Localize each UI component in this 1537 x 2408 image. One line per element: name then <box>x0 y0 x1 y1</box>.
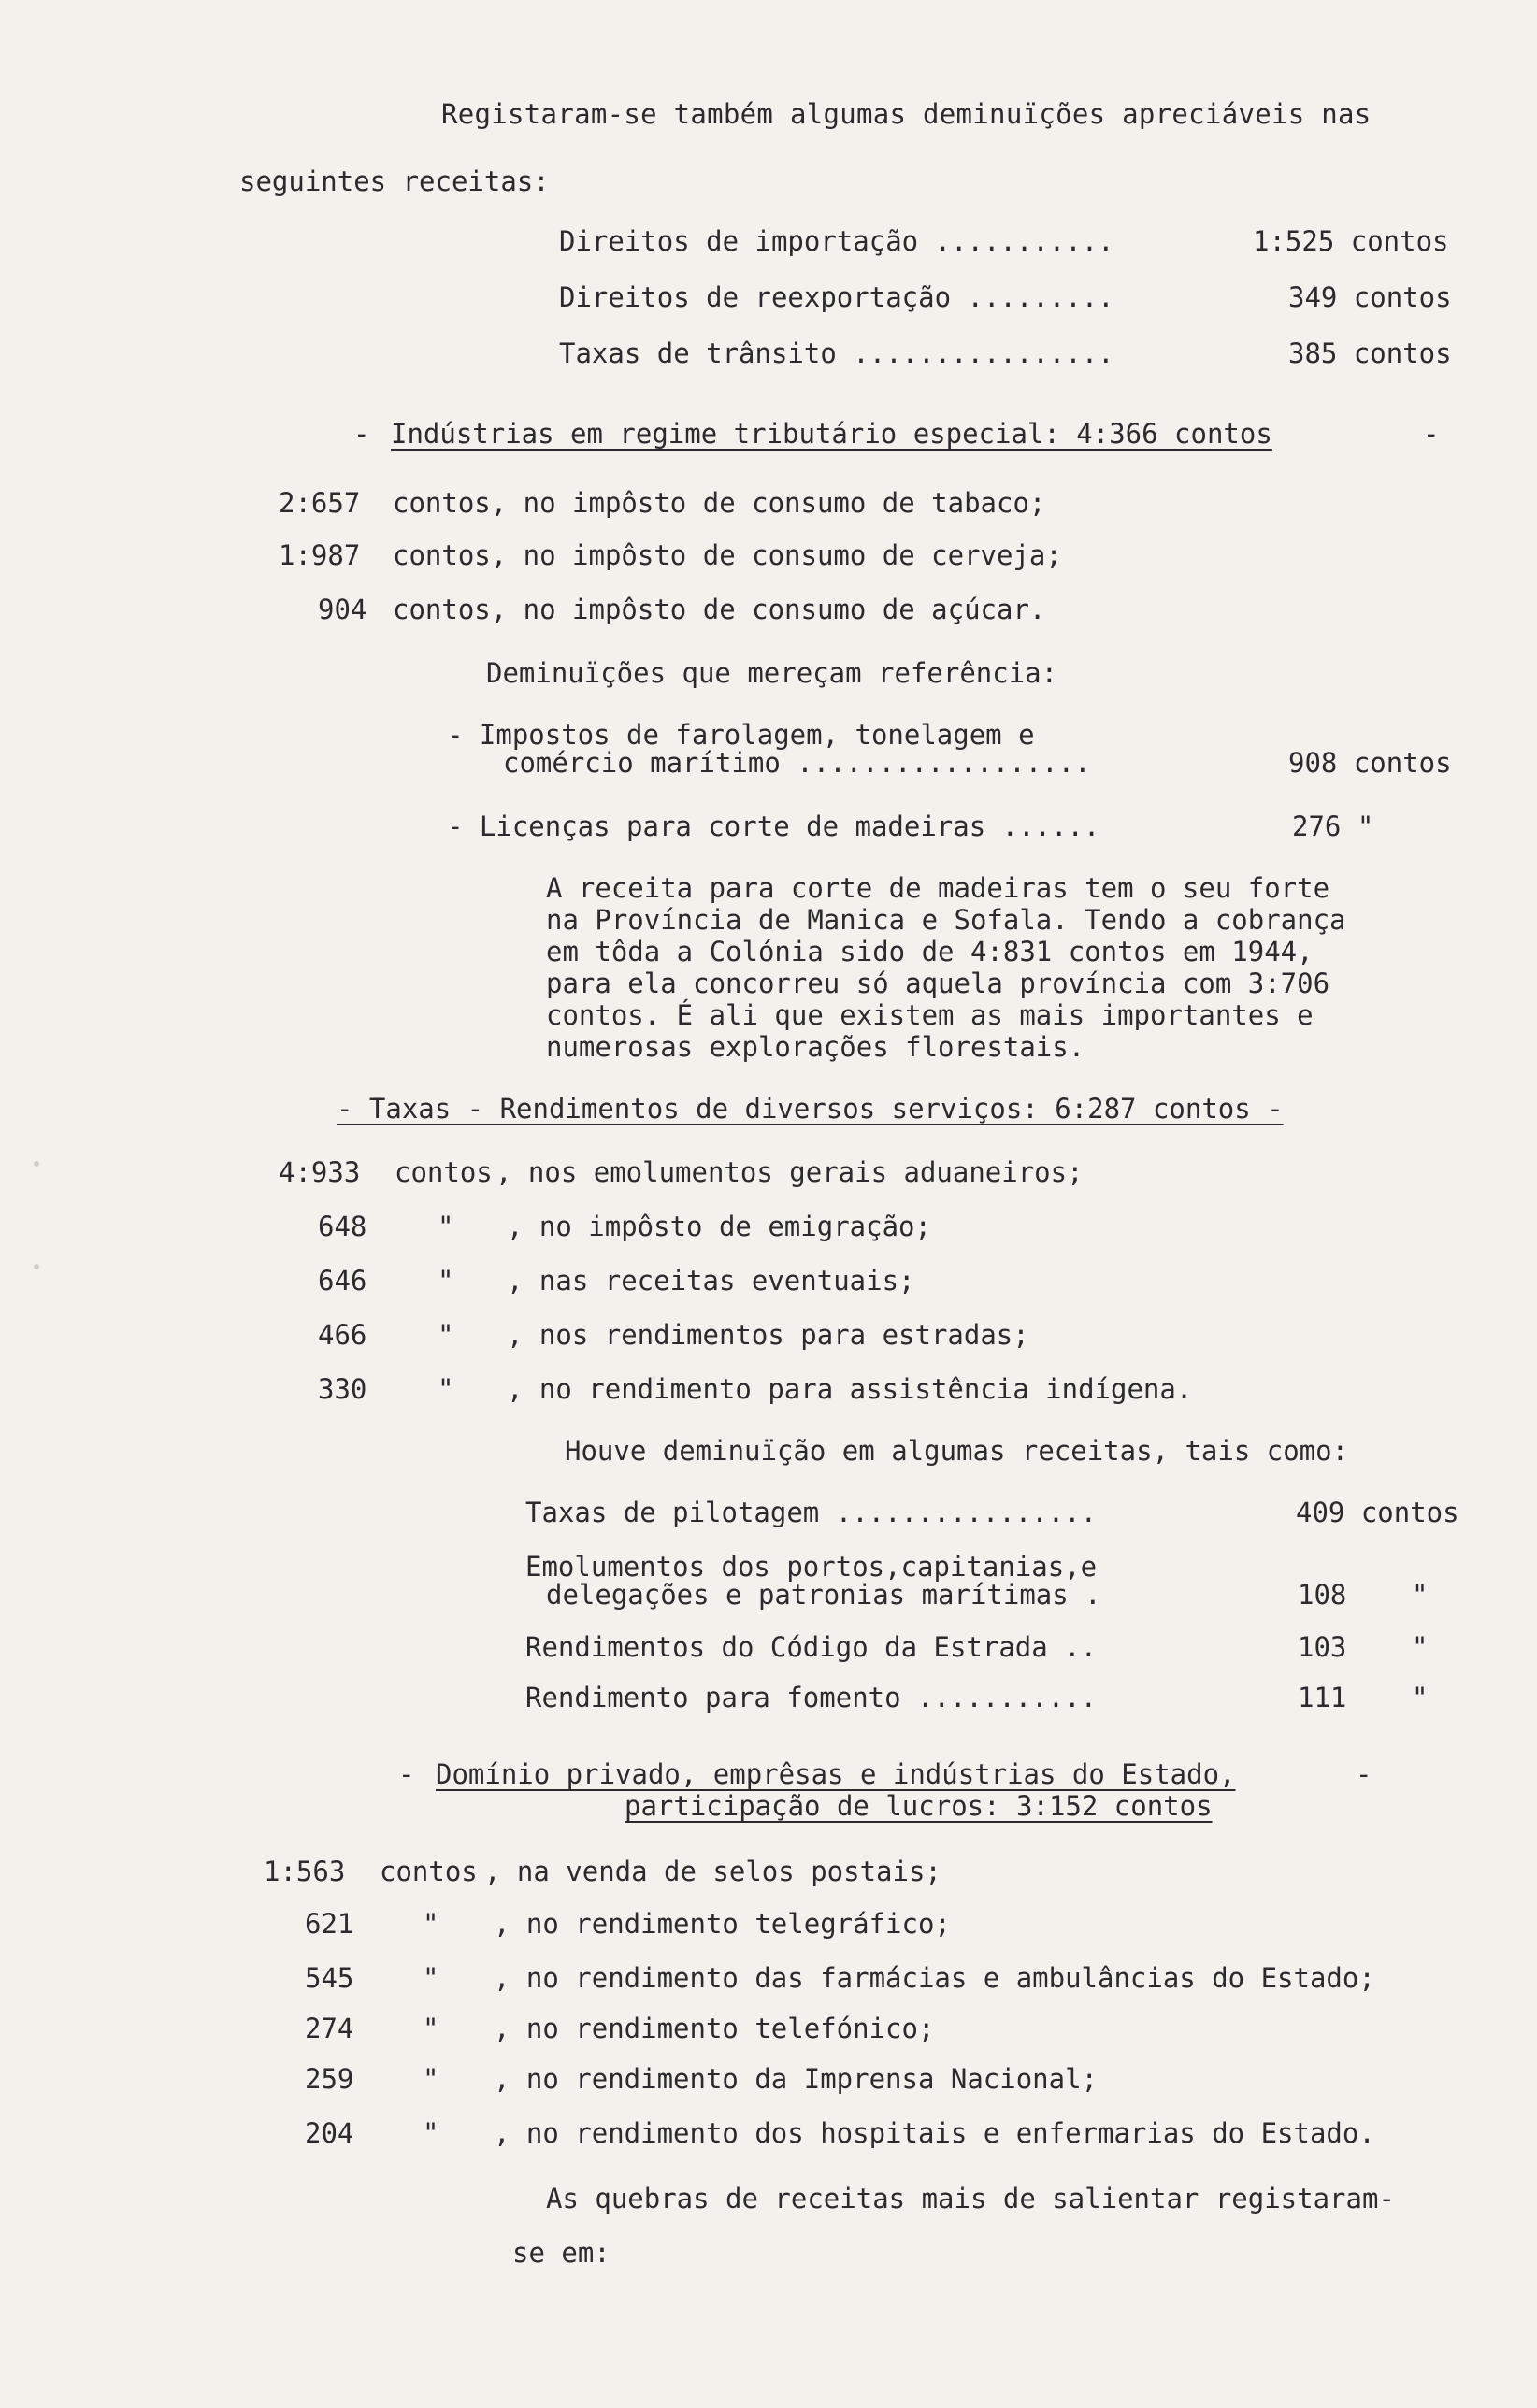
section-heading-industrias: Indústrias em regime tributário especial: 4:366 contos <box>391 418 1272 450</box>
taxa-amount: 4:933 <box>279 1156 361 1188</box>
receita-value: 1:525 contos <box>1253 225 1449 257</box>
taxa-unit: " <box>438 1373 454 1405</box>
section-dash: - <box>353 418 370 450</box>
taxa-item-label: Rendimentos do Código da Estrada .. <box>525 1631 1098 1663</box>
outro-line-2: se em: <box>512 2237 610 2269</box>
taxa-item-value: 409 contos <box>1296 1497 1459 1528</box>
taxa-text: , nos emolumentos gerais aduaneiros; <box>496 1156 1084 1188</box>
taxa-item-label: Taxas de pilotagem ................ <box>525 1497 1098 1528</box>
section-dash: - <box>1356 1758 1372 1790</box>
taxa-item-unit: " <box>1412 1682 1429 1713</box>
taxa-unit: " <box>438 1265 454 1297</box>
industria-amount: 2:657 <box>279 487 361 519</box>
intro-line-1: Registaram-se também algumas deminuïções apreciáveis nas <box>441 98 1372 130</box>
dominio-unit: contos <box>380 1856 478 1887</box>
note-line: numerosas explorações florestais. <box>546 1031 1085 1063</box>
note-line: na Província de Manica e Sofala. Tendo a cobrança <box>546 904 1346 936</box>
dominio-text: , no rendimento telegráfico; <box>494 1908 951 1940</box>
section-heading-dominio: Domínio privado, emprêsas e indústrias do Estado, <box>436 1758 1236 1790</box>
dominio-unit: " <box>423 1908 439 1940</box>
taxa-unit: contos <box>395 1156 493 1188</box>
section-dash: - <box>1423 418 1440 450</box>
taxa-item-label: Rendimento para fomento ........... <box>525 1682 1098 1713</box>
note-line: em tôda a Colónia sido de 4:831 contos em 1944, <box>546 936 1314 968</box>
intro-line-2: seguintes receitas: <box>239 165 550 197</box>
taxa-item-value: 111 <box>1298 1682 1347 1713</box>
receita-label: Direitos de importação ........... <box>559 225 1114 257</box>
dominio-unit: " <box>423 2117 439 2149</box>
dominio-amount: 545 <box>305 1962 354 1994</box>
industria-text: contos, no impôsto de consumo de açúcar. <box>393 594 1046 625</box>
taxas-subheading: Houve deminuïção em algumas receitas, tais como: <box>565 1435 1349 1467</box>
taxa-text: , no rendimento para assistência indígena. <box>507 1373 1193 1405</box>
taxa-amount: 330 <box>318 1373 367 1405</box>
taxa-item-label: Emolumentos dos portos,capitanias,e <box>525 1551 1098 1583</box>
taxa-text: , nas receitas eventuais; <box>507 1265 915 1297</box>
outro-line-1: As quebras de receitas mais de salientar registaram- <box>546 2183 1395 2214</box>
industria-amount: 1:987 <box>279 539 361 571</box>
dominio-amount: 1:563 <box>264 1856 346 1887</box>
taxa-amount: 648 <box>318 1211 367 1242</box>
dominio-unit: " <box>423 1962 439 1994</box>
taxa-amount: 646 <box>318 1265 367 1297</box>
section-heading-taxas-text: - Taxas - Rendimentos de diversos serviços: 6:287 contos - <box>337 1093 1284 1125</box>
dominio-unit: " <box>423 2063 439 2095</box>
taxa-unit: " <box>438 1211 454 1242</box>
dominio-amount: 259 <box>305 2063 354 2095</box>
dominio-amount: 621 <box>305 1908 354 1940</box>
industrias-subheading: Deminuïções que mereçam referência: <box>486 657 1058 689</box>
dominio-text: , no rendimento da Imprensa Nacional; <box>494 2063 1099 2095</box>
deminuicao-label: comércio marítimo .................. <box>503 747 1091 779</box>
dominio-amount: 204 <box>305 2117 354 2149</box>
receita-label: Direitos de reexportação ......... <box>559 281 1114 313</box>
industria-text: contos, no impôsto de consumo de tabaco; <box>393 487 1046 519</box>
taxa-unit: " <box>438 1319 454 1351</box>
note-line: contos. É ali que existem as mais importantes e <box>546 999 1314 1031</box>
receita-value: 349 contos <box>1288 281 1452 313</box>
receita-value: 385 contos <box>1288 337 1452 369</box>
taxa-text: , no impôsto de emigração; <box>507 1211 931 1242</box>
dominio-text: , no rendimento das farmácias e ambulâncias do Estado; <box>494 1962 1375 1994</box>
note-line: A receita para corte de madeiras tem o seu forte <box>546 872 1330 904</box>
receita-label: Taxas de trânsito ................ <box>559 337 1114 369</box>
deminuicao-label: - Licenças para corte de madeiras ...... <box>447 810 1100 842</box>
taxa-item-label: delegações e patronias marítimas . <box>546 1579 1101 1611</box>
dominio-text: , no rendimento dos hospitais e enfermarias do Estado. <box>494 2117 1375 2149</box>
section-dash: - <box>398 1758 415 1790</box>
industria-text: contos, no impôsto de consumo de cerveja; <box>393 539 1062 571</box>
section-heading-dominio-2: participação de lucros: 3:152 contos <box>625 1790 1213 1822</box>
dominio-unit: " <box>423 2013 439 2044</box>
margin-mark <box>34 1161 39 1167</box>
dominio-text: , na venda de selos postais; <box>484 1856 941 1887</box>
deminuicao-value: 908 contos <box>1288 747 1452 779</box>
section-heading-taxas <box>337 1093 1284 1125</box>
dominio-amount: 274 <box>305 2013 354 2044</box>
taxa-text: , nos rendimentos para estradas; <box>507 1319 1029 1351</box>
taxa-item-value: 103 <box>1298 1631 1347 1663</box>
taxa-amount: 466 <box>318 1319 367 1351</box>
note-line: para ela concorreu só aquela província com 3:706 <box>546 968 1330 999</box>
margin-mark <box>34 1264 39 1269</box>
industria-amount: 904 <box>318 594 367 625</box>
deminuicao-label: - Impostos de farolagem, tonelagem e <box>447 719 1035 751</box>
taxa-item-value: 108 <box>1298 1579 1347 1611</box>
deminuicao-value: 276 " <box>1292 810 1374 842</box>
taxa-item-unit: " <box>1412 1631 1429 1663</box>
dominio-text: , no rendimento telefónico; <box>494 2013 935 2044</box>
taxa-item-unit: " <box>1412 1579 1429 1611</box>
